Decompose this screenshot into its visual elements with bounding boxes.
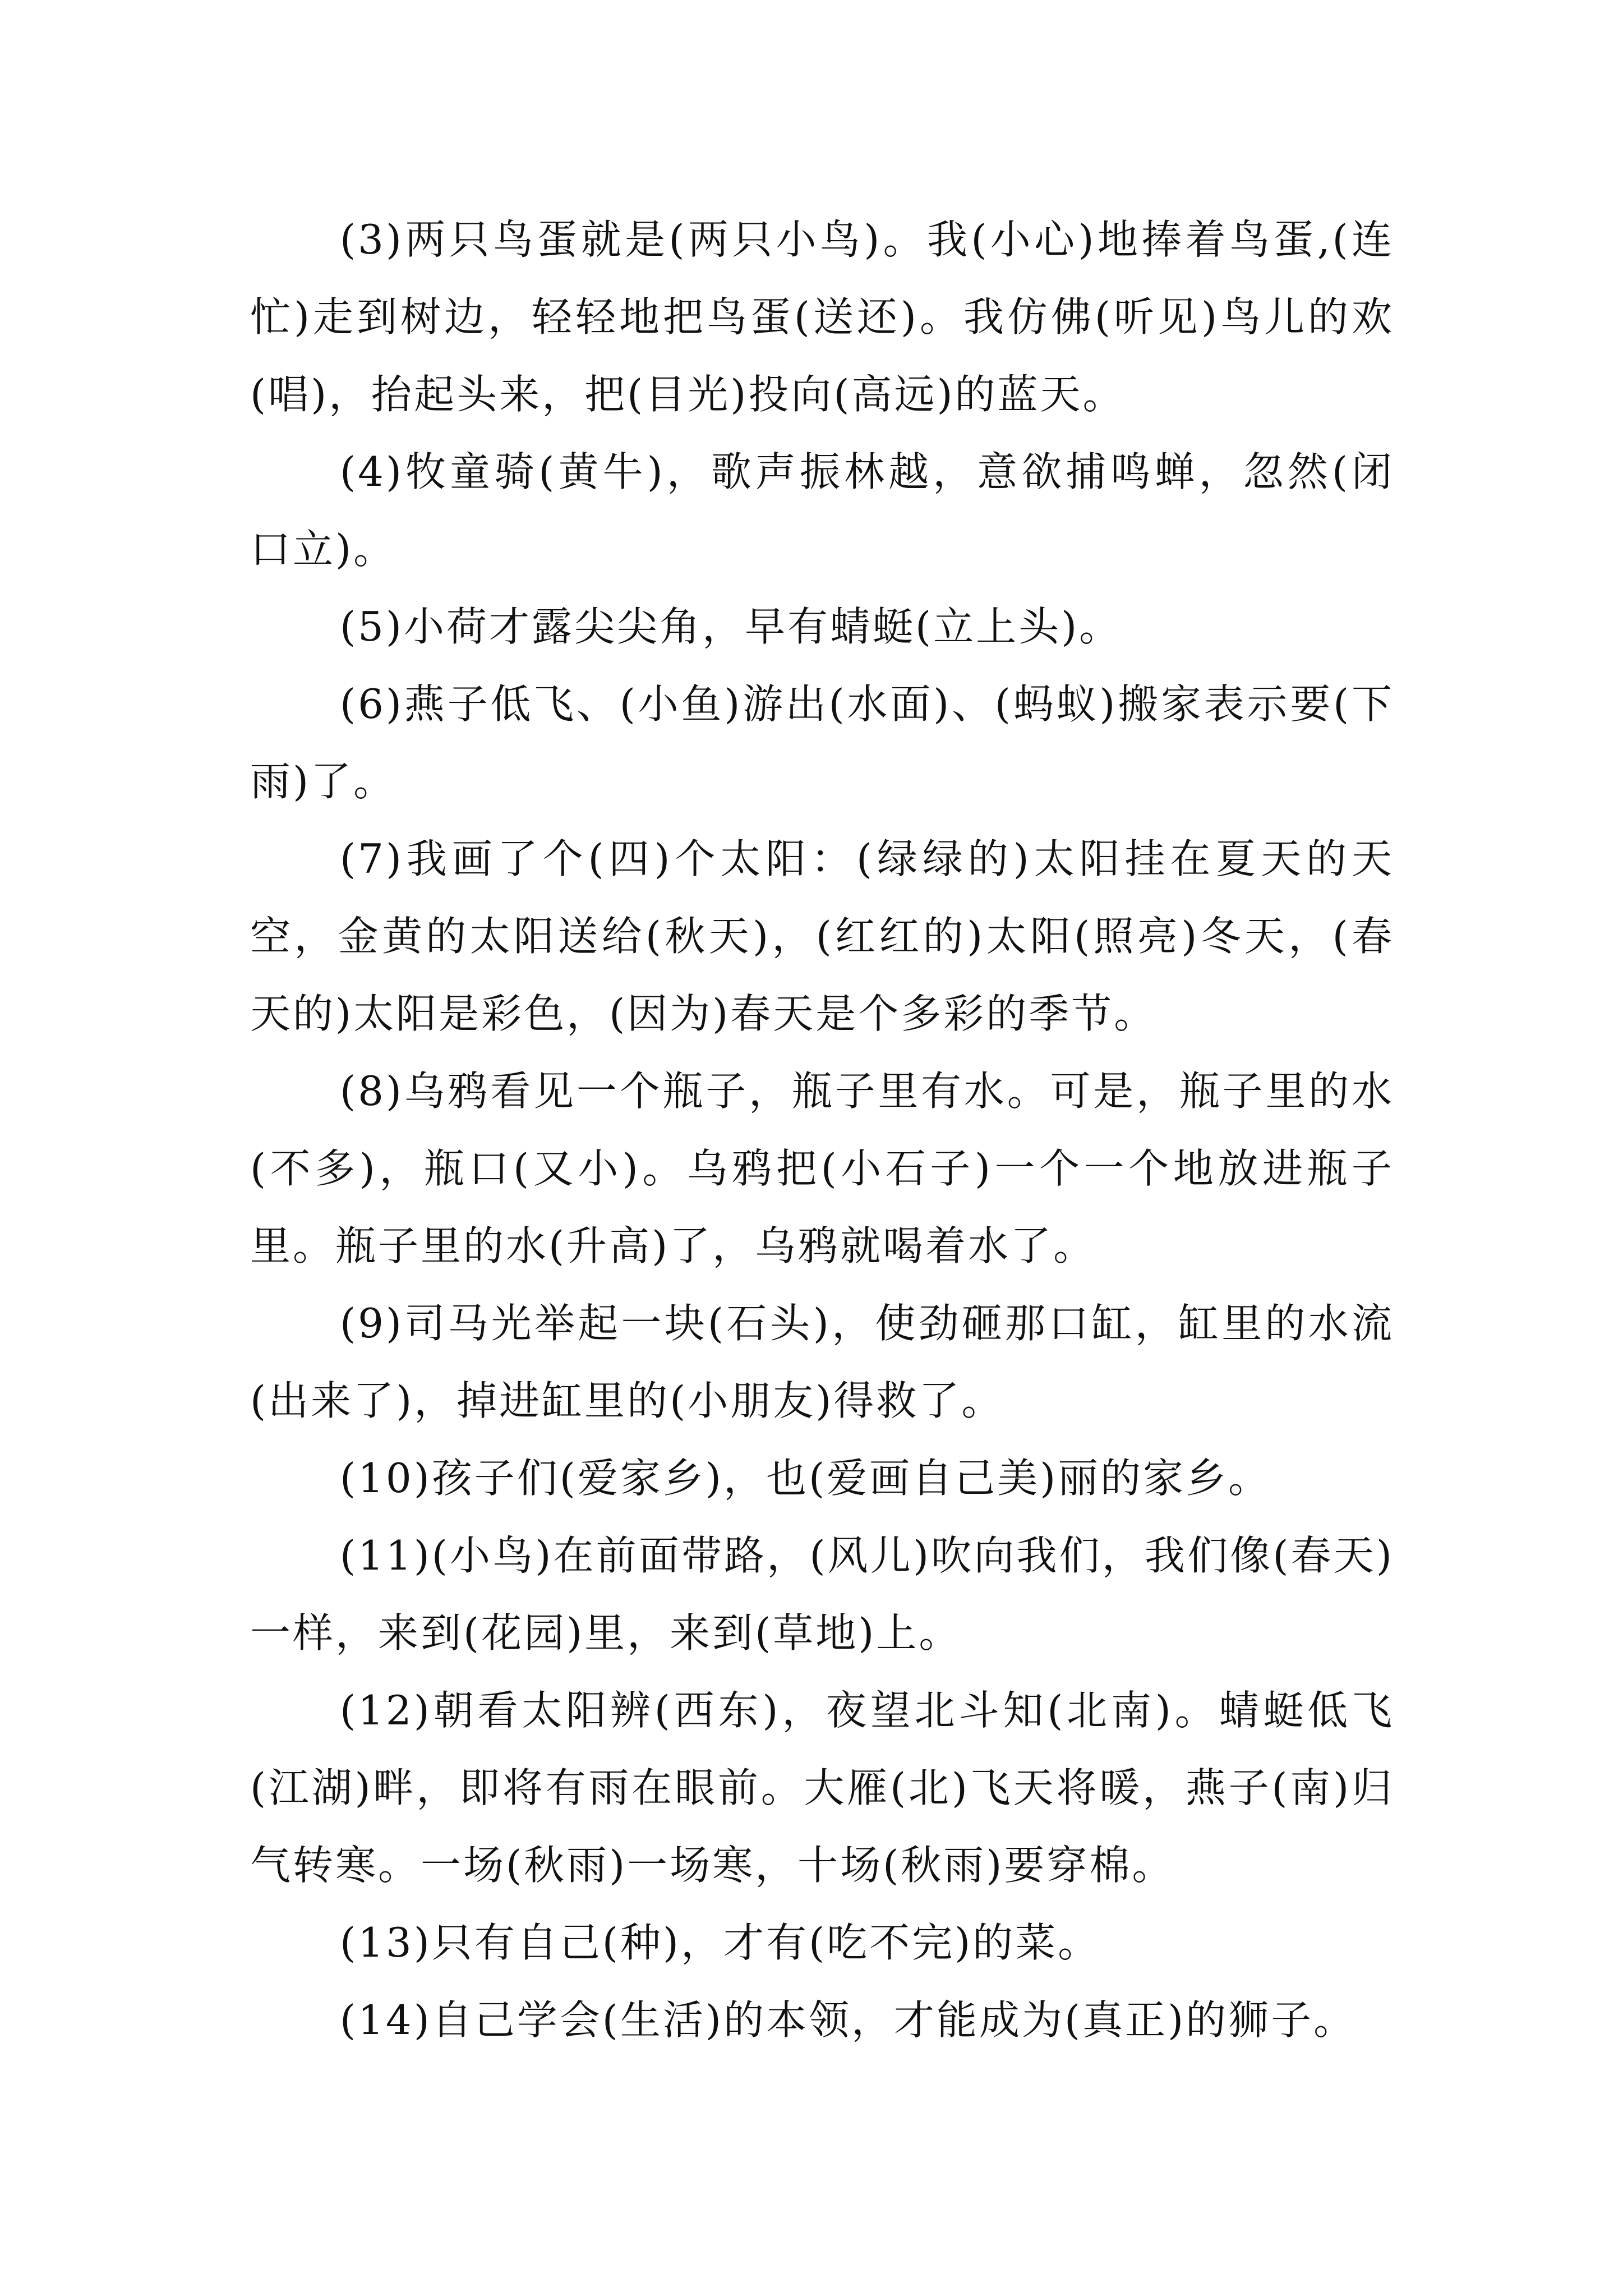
paragraph-12: (12)朝看太阳辨(西东)，夜望北斗知(北南)。蜻蜓低飞(江湖)畔，即将有雨在眼前。大雁(北)飞天将暖，燕子(南)归气转寒。一场(秋雨)一场寒，十场(秋雨)要穿棉。 bbox=[250, 1687, 1394, 1889]
paragraph-10: (10)孩子们(爱家乡)，也(爱画自己美)丽的家乡。 bbox=[340, 1455, 1271, 1502]
paragraph-3: (3)两只鸟蛋就是(两只小鸟)。我(小心)地捧着鸟蛋,(连忙)走到树边，轻轻地把鸟蛋(送还)。我仿佛(听见)鸟儿的欢(唱)，抬起头来，把(目光)投向(高远)的蓝天。 bbox=[250, 216, 1394, 418]
paragraph-13: (13)只有自己(种)，才有(吃不完)的菜。 bbox=[340, 1919, 1101, 1966]
paragraph-9: (9)司马光举起一块(石头)，使劲砸那口缸，缸里的水流(出来了)，掉进缸里的(小朋友)得救了。 bbox=[250, 1300, 1394, 1424]
paragraph-4: (4)牧童骑(黄牛)，歌声振林越，意欲捕鸣蝉，忽然(闭口立)。 bbox=[250, 448, 1394, 573]
paragraph-7: (7)我画了个(四)个太阳：(绿绿的)太阳挂在夏天的天空，金黄的太阳送给(秋天)，(红红的)太阳(照亮)冬天，(春天的)太阳是彩色，(因为)春天是个多彩的季节。 bbox=[250, 835, 1394, 1037]
document-body bbox=[250, 201, 1394, 2059]
paragraph-11: (11)(小鸟)在前面带路，(风儿)吹向我们，我们像(春天)一样，来到(花园)里，来到(草地)上。 bbox=[250, 1532, 1394, 1657]
paragraph-6: (6)燕子低飞、(小鱼)游出(水面)、(蚂蚁)搬家表示要(下雨)了。 bbox=[250, 680, 1394, 805]
paragraph-5: (5)小荷才露尖尖角，早有蜻蜓(立上头)。 bbox=[340, 603, 1122, 650]
paragraph-8: (8)乌鸦看见一个瓶子，瓶子里有水。可是，瓶子里的水(不多)，瓶口(又小)。乌鸦把(小石子)一个一个地放进瓶子里。瓶子里的水(升高)了，乌鸦就喝着水了。 bbox=[250, 1068, 1394, 1269]
paragraph-14: (14)自己学会(生活)的本领，才能成为(真正)的狮子。 bbox=[340, 1996, 1357, 2044]
